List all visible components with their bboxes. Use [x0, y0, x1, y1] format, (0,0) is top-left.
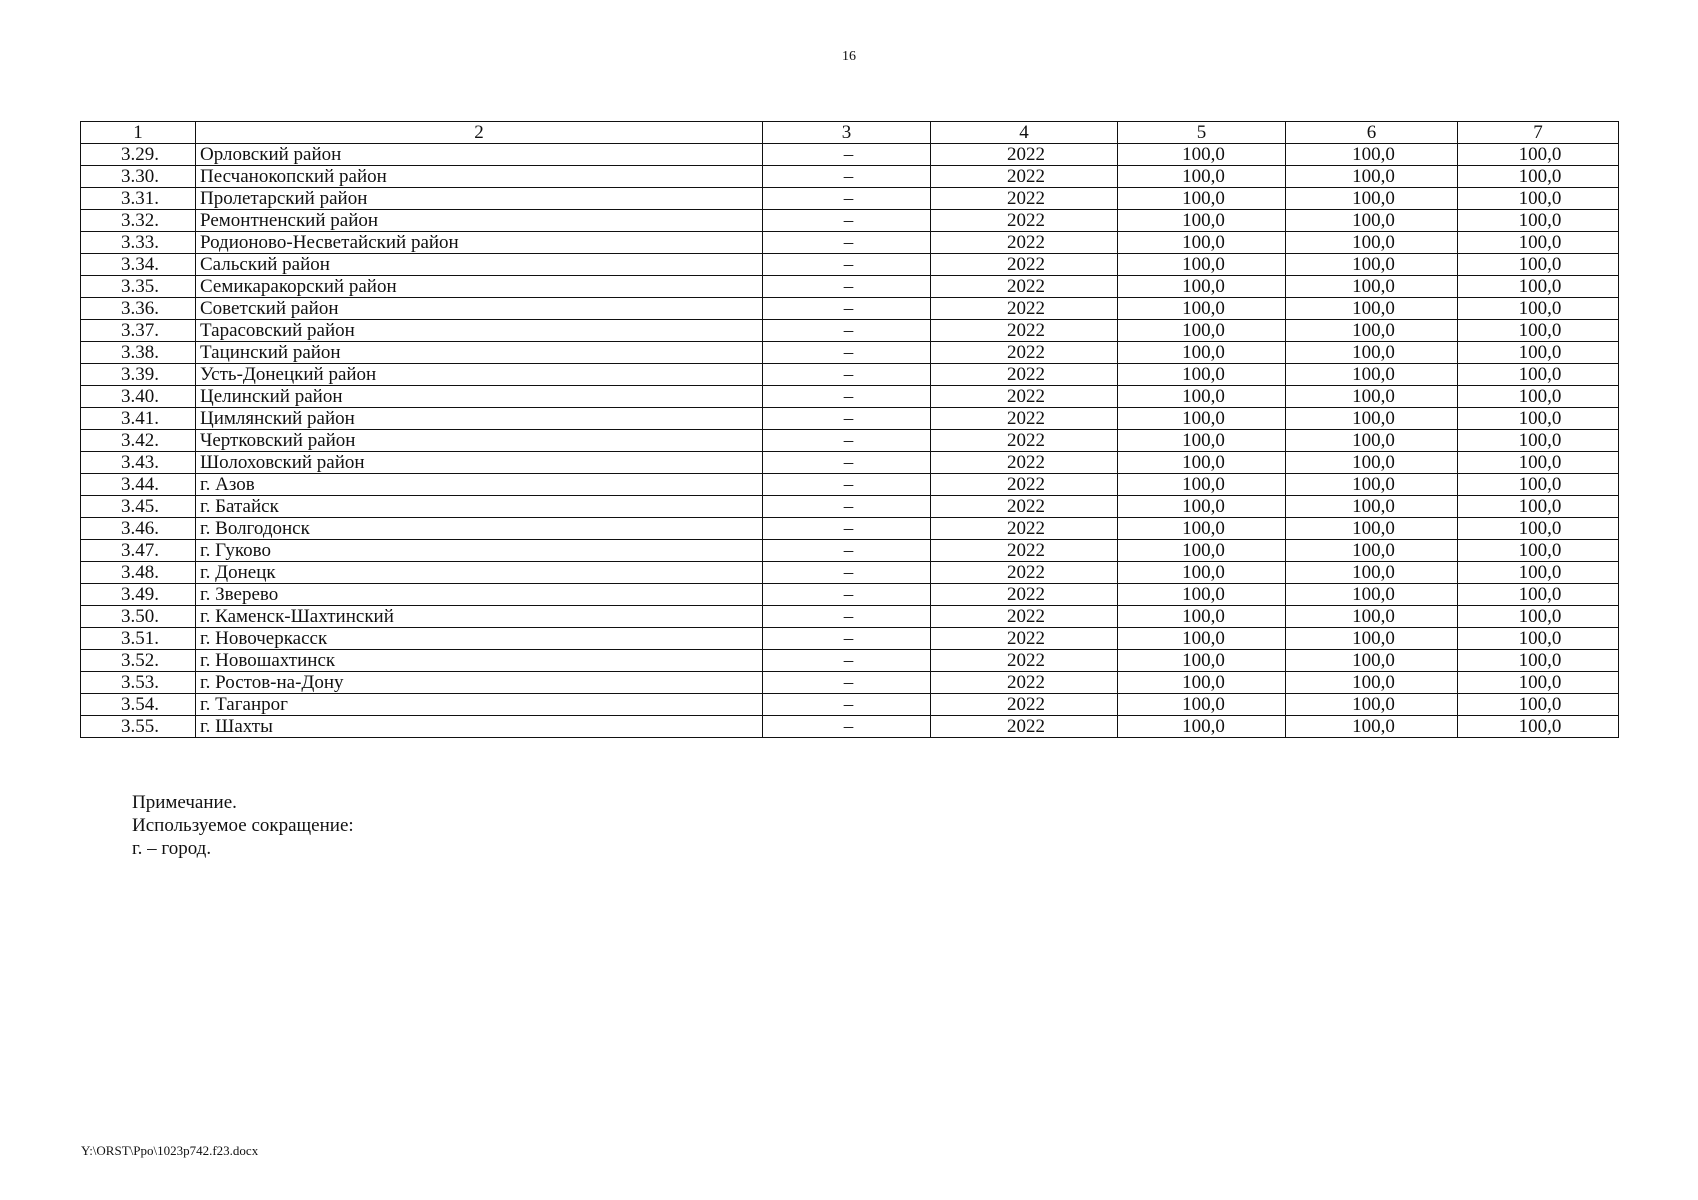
column-3-cell: –: [763, 474, 931, 496]
column-7-cell: 100,0: [1458, 496, 1619, 518]
row-number-cell: 3.43.: [81, 452, 196, 474]
column-header: 5: [1118, 122, 1286, 144]
column-7-cell: 100,0: [1458, 342, 1619, 364]
territory-name-cell: г. Зверево: [196, 584, 763, 606]
column-5-cell: 100,0: [1118, 716, 1286, 738]
column-3-cell: –: [763, 430, 931, 452]
column-5-cell: 100,0: [1118, 232, 1286, 254]
column-6-cell: 100,0: [1286, 716, 1458, 738]
column-3-cell: –: [763, 694, 931, 716]
column-7-cell: 100,0: [1458, 166, 1619, 188]
column-7-cell: 100,0: [1458, 452, 1619, 474]
table-row: [81, 496, 1619, 518]
column-3-cell: –: [763, 188, 931, 210]
territory-name-cell: Советский район: [196, 298, 763, 320]
column-5-cell: 100,0: [1118, 584, 1286, 606]
table-row: [81, 364, 1619, 386]
column-header: 6: [1286, 122, 1458, 144]
table-row: [81, 320, 1619, 342]
column-7-cell: 100,0: [1458, 320, 1619, 342]
row-number-cell: 3.52.: [81, 650, 196, 672]
column-7-cell: 100,0: [1458, 254, 1619, 276]
column-6-cell: 100,0: [1286, 672, 1458, 694]
note-title: Примечание.: [132, 792, 237, 813]
table-row: [81, 650, 1619, 672]
column-6-cell: 100,0: [1286, 650, 1458, 672]
year-cell: 2022: [931, 650, 1118, 672]
note-line: Используемое сокращение:: [132, 815, 354, 836]
column-5-cell: 100,0: [1118, 430, 1286, 452]
column-6-cell: 100,0: [1286, 364, 1458, 386]
year-cell: 2022: [931, 562, 1118, 584]
column-6-cell: 100,0: [1286, 408, 1458, 430]
column-6-cell: 100,0: [1286, 254, 1458, 276]
territory-name-cell: Ремонтненский район: [196, 210, 763, 232]
column-6-cell: 100,0: [1286, 452, 1458, 474]
column-6-cell: 100,0: [1286, 386, 1458, 408]
year-cell: 2022: [931, 364, 1118, 386]
column-7-cell: 100,0: [1458, 298, 1619, 320]
table-row: [81, 584, 1619, 606]
column-header: 3: [763, 122, 931, 144]
row-number-cell: 3.42.: [81, 430, 196, 452]
column-5-cell: 100,0: [1118, 386, 1286, 408]
column-3-cell: –: [763, 628, 931, 650]
column-6-cell: 100,0: [1286, 430, 1458, 452]
column-7-cell: 100,0: [1458, 210, 1619, 232]
year-cell: 2022: [931, 716, 1118, 738]
column-6-cell: 100,0: [1286, 342, 1458, 364]
column-6-cell: 100,0: [1286, 210, 1458, 232]
table-body: [81, 144, 1619, 738]
table-row: [81, 518, 1619, 540]
territory-name-cell: Сальский район: [196, 254, 763, 276]
column-5-cell: 100,0: [1118, 540, 1286, 562]
column-3-cell: –: [763, 210, 931, 232]
table-row: [81, 188, 1619, 210]
territory-name-cell: Песчанокопский район: [196, 166, 763, 188]
column-3-cell: –: [763, 606, 931, 628]
column-3-cell: –: [763, 518, 931, 540]
row-number-cell: 3.50.: [81, 606, 196, 628]
row-number-cell: 3.49.: [81, 584, 196, 606]
territory-name-cell: Усть-Донецкий район: [196, 364, 763, 386]
row-number-cell: 3.29.: [81, 144, 196, 166]
column-header: 4: [931, 122, 1118, 144]
column-3-cell: –: [763, 584, 931, 606]
column-5-cell: 100,0: [1118, 650, 1286, 672]
column-6-cell: 100,0: [1286, 562, 1458, 584]
column-7-cell: 100,0: [1458, 408, 1619, 430]
table-row: [81, 716, 1619, 738]
table-row: [81, 276, 1619, 298]
territory-name-cell: Шолоховский район: [196, 452, 763, 474]
row-number-cell: 3.44.: [81, 474, 196, 496]
year-cell: 2022: [931, 672, 1118, 694]
column-3-cell: –: [763, 562, 931, 584]
row-number-cell: 3.30.: [81, 166, 196, 188]
column-7-cell: 100,0: [1458, 672, 1619, 694]
column-6-cell: 100,0: [1286, 694, 1458, 716]
row-number-cell: 3.33.: [81, 232, 196, 254]
table-row: [81, 474, 1619, 496]
column-3-cell: –: [763, 144, 931, 166]
column-6-cell: 100,0: [1286, 584, 1458, 606]
table-row: [81, 232, 1619, 254]
column-3-cell: –: [763, 298, 931, 320]
territory-name-cell: Тарасовский район: [196, 320, 763, 342]
table-row: [81, 298, 1619, 320]
year-cell: 2022: [931, 386, 1118, 408]
year-cell: 2022: [931, 342, 1118, 364]
column-7-cell: 100,0: [1458, 562, 1619, 584]
column-header: 2: [196, 122, 763, 144]
year-cell: 2022: [931, 452, 1118, 474]
territory-name-cell: г. Волгодонск: [196, 518, 763, 540]
territory-name-cell: г. Гуково: [196, 540, 763, 562]
year-cell: 2022: [931, 210, 1118, 232]
table-row: [81, 386, 1619, 408]
column-3-cell: –: [763, 254, 931, 276]
column-6-cell: 100,0: [1286, 518, 1458, 540]
column-7-cell: 100,0: [1458, 518, 1619, 540]
column-7-cell: 100,0: [1458, 606, 1619, 628]
column-3-cell: –: [763, 408, 931, 430]
column-3-cell: –: [763, 540, 931, 562]
column-3-cell: –: [763, 672, 931, 694]
territory-name-cell: г. Таганрог: [196, 694, 763, 716]
year-cell: 2022: [931, 254, 1118, 276]
territory-name-cell: Орловский район: [196, 144, 763, 166]
table-row: [81, 254, 1619, 276]
territory-name-cell: г. Шахты: [196, 716, 763, 738]
territory-name-cell: Целинский район: [196, 386, 763, 408]
year-cell: 2022: [931, 166, 1118, 188]
column-5-cell: 100,0: [1118, 606, 1286, 628]
column-5-cell: 100,0: [1118, 188, 1286, 210]
year-cell: 2022: [931, 232, 1118, 254]
page-number: 16: [842, 49, 856, 64]
year-cell: 2022: [931, 430, 1118, 452]
row-number-cell: 3.32.: [81, 210, 196, 232]
column-7-cell: 100,0: [1458, 144, 1619, 166]
column-3-cell: –: [763, 364, 931, 386]
column-3-cell: –: [763, 716, 931, 738]
row-number-cell: 3.41.: [81, 408, 196, 430]
table-header-row: [81, 122, 1619, 144]
column-6-cell: 100,0: [1286, 606, 1458, 628]
column-5-cell: 100,0: [1118, 320, 1286, 342]
row-number-cell: 3.54.: [81, 694, 196, 716]
column-5-cell: 100,0: [1118, 694, 1286, 716]
column-6-cell: 100,0: [1286, 166, 1458, 188]
column-5-cell: 100,0: [1118, 276, 1286, 298]
column-6-cell: 100,0: [1286, 628, 1458, 650]
year-cell: 2022: [931, 518, 1118, 540]
column-6-cell: 100,0: [1286, 298, 1458, 320]
column-5-cell: 100,0: [1118, 166, 1286, 188]
column-5-cell: 100,0: [1118, 474, 1286, 496]
row-number-cell: 3.34.: [81, 254, 196, 276]
column-7-cell: 100,0: [1458, 540, 1619, 562]
column-6-cell: 100,0: [1286, 276, 1458, 298]
territory-name-cell: г. Азов: [196, 474, 763, 496]
year-cell: 2022: [931, 584, 1118, 606]
table-row: [81, 452, 1619, 474]
year-cell: 2022: [931, 276, 1118, 298]
column-7-cell: 100,0: [1458, 232, 1619, 254]
row-number-cell: 3.37.: [81, 320, 196, 342]
column-7-cell: 100,0: [1458, 694, 1619, 716]
column-3-cell: –: [763, 232, 931, 254]
column-6-cell: 100,0: [1286, 320, 1458, 342]
row-number-cell: 3.35.: [81, 276, 196, 298]
column-5-cell: 100,0: [1118, 364, 1286, 386]
column-3-cell: –: [763, 276, 931, 298]
column-5-cell: 100,0: [1118, 298, 1286, 320]
column-header: 7: [1458, 122, 1619, 144]
year-cell: 2022: [931, 496, 1118, 518]
column-6-cell: 100,0: [1286, 474, 1458, 496]
year-cell: 2022: [931, 144, 1118, 166]
column-5-cell: 100,0: [1118, 144, 1286, 166]
column-7-cell: 100,0: [1458, 584, 1619, 606]
table-row: [81, 210, 1619, 232]
year-cell: 2022: [931, 628, 1118, 650]
row-number-cell: 3.48.: [81, 562, 196, 584]
column-5-cell: 100,0: [1118, 254, 1286, 276]
table-row: [81, 540, 1619, 562]
territory-name-cell: Цимлянский район: [196, 408, 763, 430]
table-row: [81, 694, 1619, 716]
table-row: [81, 166, 1619, 188]
column-7-cell: 100,0: [1458, 430, 1619, 452]
year-cell: 2022: [931, 320, 1118, 342]
row-number-cell: 3.40.: [81, 386, 196, 408]
column-7-cell: 100,0: [1458, 188, 1619, 210]
territory-name-cell: г. Ростов-на-Дону: [196, 672, 763, 694]
file-path: Y:\ORST\Ppo\1023p742.f23.docx: [81, 1143, 259, 1158]
table-row: [81, 672, 1619, 694]
column-6-cell: 100,0: [1286, 232, 1458, 254]
year-cell: 2022: [931, 694, 1118, 716]
column-3-cell: –: [763, 386, 931, 408]
column-7-cell: 100,0: [1458, 364, 1619, 386]
row-number-cell: 3.45.: [81, 496, 196, 518]
column-5-cell: 100,0: [1118, 628, 1286, 650]
column-3-cell: –: [763, 452, 931, 474]
column-3-cell: –: [763, 496, 931, 518]
territory-name-cell: г. Донецк: [196, 562, 763, 584]
year-cell: 2022: [931, 298, 1118, 320]
year-cell: 2022: [931, 408, 1118, 430]
column-5-cell: 100,0: [1118, 562, 1286, 584]
column-7-cell: 100,0: [1458, 474, 1619, 496]
territory-name-cell: Семикаракорский район: [196, 276, 763, 298]
column-5-cell: 100,0: [1118, 672, 1286, 694]
column-5-cell: 100,0: [1118, 518, 1286, 540]
column-7-cell: 100,0: [1458, 276, 1619, 298]
column-header: 1: [81, 122, 196, 144]
column-3-cell: –: [763, 650, 931, 672]
column-5-cell: 100,0: [1118, 496, 1286, 518]
column-5-cell: 100,0: [1118, 210, 1286, 232]
column-7-cell: 100,0: [1458, 628, 1619, 650]
column-3-cell: –: [763, 166, 931, 188]
territory-name-cell: г. Каменск-Шахтинский: [196, 606, 763, 628]
column-5-cell: 100,0: [1118, 408, 1286, 430]
column-5-cell: 100,0: [1118, 342, 1286, 364]
table-row: [81, 562, 1619, 584]
row-number-cell: 3.31.: [81, 188, 196, 210]
table-row: [81, 144, 1619, 166]
territory-name-cell: г. Батайск: [196, 496, 763, 518]
row-number-cell: 3.39.: [81, 364, 196, 386]
column-7-cell: 100,0: [1458, 650, 1619, 672]
year-cell: 2022: [931, 474, 1118, 496]
row-number-cell: 3.53.: [81, 672, 196, 694]
data-table: [80, 121, 1619, 738]
row-number-cell: 3.36.: [81, 298, 196, 320]
row-number-cell: 3.38.: [81, 342, 196, 364]
territory-name-cell: Чертковский район: [196, 430, 763, 452]
territory-name-cell: Пролетарский район: [196, 188, 763, 210]
year-cell: 2022: [931, 188, 1118, 210]
table-row: [81, 342, 1619, 364]
table-row: [81, 606, 1619, 628]
column-6-cell: 100,0: [1286, 496, 1458, 518]
column-6-cell: 100,0: [1286, 540, 1458, 562]
row-number-cell: 3.55.: [81, 716, 196, 738]
row-number-cell: 3.46.: [81, 518, 196, 540]
table-row: [81, 628, 1619, 650]
note-line: г. – город.: [132, 838, 212, 859]
column-6-cell: 100,0: [1286, 144, 1458, 166]
territory-name-cell: Тацинский район: [196, 342, 763, 364]
table-row: [81, 430, 1619, 452]
table-row: [81, 408, 1619, 430]
column-7-cell: 100,0: [1458, 386, 1619, 408]
column-3-cell: –: [763, 320, 931, 342]
column-7-cell: 100,0: [1458, 716, 1619, 738]
territory-name-cell: Родионово-Несветайский район: [196, 232, 763, 254]
year-cell: 2022: [931, 606, 1118, 628]
year-cell: 2022: [931, 540, 1118, 562]
territory-name-cell: г. Новочеркасск: [196, 628, 763, 650]
territory-name-cell: г. Новошахтинск: [196, 650, 763, 672]
note: [132, 791, 354, 860]
column-6-cell: 100,0: [1286, 188, 1458, 210]
column-5-cell: 100,0: [1118, 452, 1286, 474]
column-3-cell: –: [763, 342, 931, 364]
row-number-cell: 3.51.: [81, 628, 196, 650]
row-number-cell: 3.47.: [81, 540, 196, 562]
